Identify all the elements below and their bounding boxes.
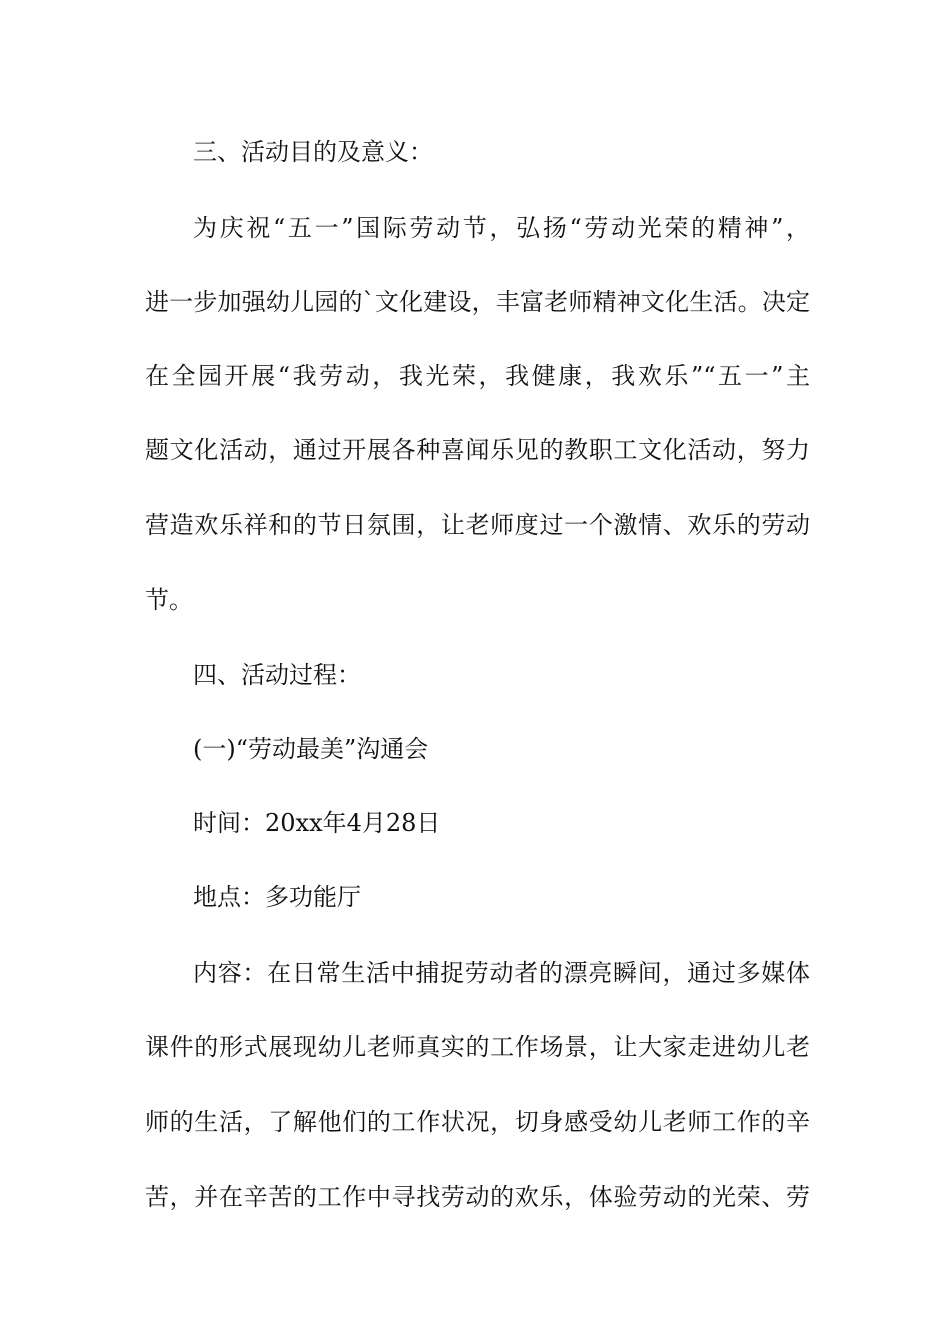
paragraph-line: 在全园开展“我劳动，我光荣，我健康，我欢乐”“五一”主 [145, 362, 810, 390]
subsection-heading: (一)“劳动最美”沟通会 [193, 735, 429, 763]
paragraph-line: 为庆祝“五一”国际劳动节，弘扬“劳动光荣的精神”， [193, 214, 810, 242]
event-time: 时间：20xx年4月28日 [193, 809, 441, 837]
paragraph-line: 营造欢乐祥和的节日氛围，让老师度过一个激情、欢乐的劳动 [145, 511, 810, 539]
section-heading-process: 四、活动过程： [193, 661, 361, 689]
paragraph-line: 苦，并在辛苦的工作中寻找劳动的欢乐，体验劳动的光荣、劳 [145, 1183, 810, 1211]
paragraph-line: 内容：在日常生活中捕捉劳动者的漂亮瞬间，通过多媒体 [193, 959, 810, 987]
paragraph-line: 课件的形式展现幼儿老师真实的工作场景，让大家走进幼儿老 [145, 1033, 810, 1061]
paragraph-line: 节。 [145, 586, 193, 614]
event-location: 地点：多功能厅 [193, 883, 361, 911]
paragraph-line: 进一步加强幼儿园的`文化建设，丰富老师精神文化生活。决定 [145, 288, 810, 316]
paragraph-line: 题文化活动，通过开展各种喜闻乐见的教职工文化活动，努力 [145, 436, 810, 464]
paragraph-line: 师的生活，了解他们的工作状况，切身感受幼儿老师工作的辛 [145, 1108, 810, 1136]
section-heading-purpose: 三、活动目的及意义： [193, 138, 433, 166]
